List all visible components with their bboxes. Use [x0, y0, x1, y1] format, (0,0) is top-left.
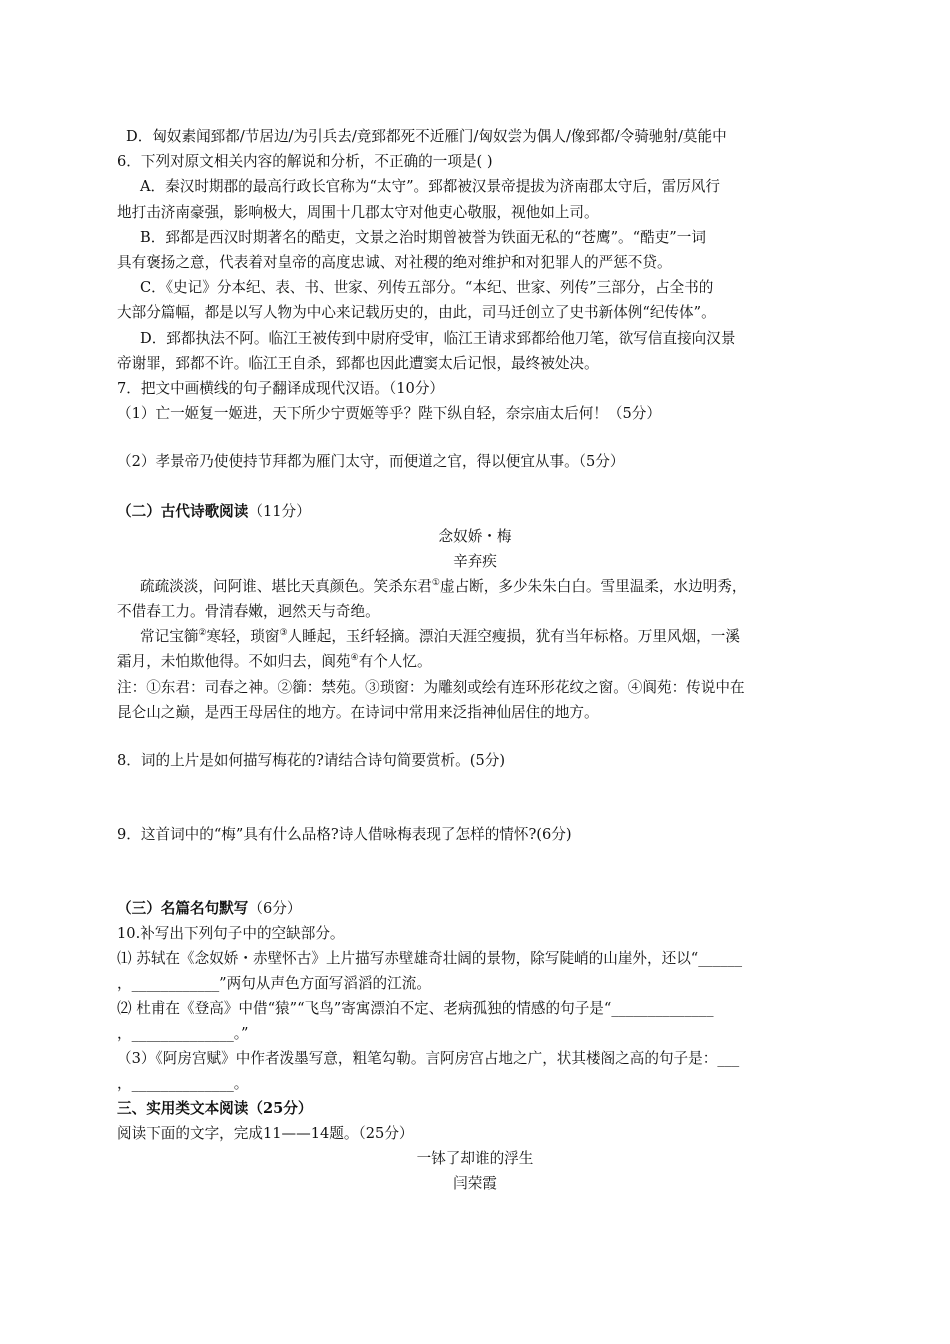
q6-option-b-line1: B．郅都是西汉时期著名的酷吏，文景之治时期曾被誉为铁面无私的“苍鹰”。“酷吏”一词	[140, 229, 706, 246]
q10-item2-line2: ，______________。”	[117, 1025, 249, 1042]
poem-note-line2: 昆仑山之巅，是西王母居住的地方。在诗词中常用来泛指神仙居住的地方。	[117, 704, 599, 721]
footnote-marker: ④	[350, 653, 359, 664]
poem-author: 辛弃疾	[453, 553, 497, 570]
poetry-heading-text: （二）古代诗歌阅读	[117, 503, 249, 520]
q6-option-d-line2: 帝谢罪，郅都不许。临江王自杀，郅都也因此遭窦太后记恨，最终被处决。	[117, 355, 599, 372]
dictation-score: （6分）	[248, 900, 302, 917]
q6-stem: 6．下列对原文相关内容的解说和分析，不正确的一项是( )	[117, 153, 493, 170]
q10-item3-line1: （3）《阿房宫赋》中作者泼墨写意，粗笔勾勒。言阿房宫占地之广，状其楼阁之高的句子是：___	[117, 1050, 740, 1067]
q9-question: 9．这首词中的“梅”具有什么品格?诗人借咏梅表现了怎样的情怀?(6分)	[117, 826, 572, 843]
footnote-marker: ②	[198, 628, 207, 639]
q7-sentence-1: （1）亡一姬复一姬进，天下所少宁贾姬等乎？陛下纵自轻，奈宗庙太后何！（5分）	[117, 405, 661, 422]
q10-stem: 10.补写出下列句子中的空缺部分。	[117, 925, 345, 942]
poem-stanza1-line1	[140, 577, 746, 597]
poem-text: 人睡起，玉纤轻摘。漂泊天涯空瘦损，犹有当年标格。万里风烟，一溪	[287, 628, 740, 645]
q8-question: 8．词的上片是如何描写梅花的?请结合诗句简要赏析。(5分)	[117, 752, 506, 769]
dictation-heading-text: （三）名篇名句默写	[117, 900, 249, 917]
article-title: 一钵了却谁的浮生	[416, 1150, 534, 1167]
poetry-score: （11分）	[248, 503, 311, 520]
q10-item1-line1: ⑴ 苏轼在《念奴娇・赤壁怀古》上片描写赤壁雄奇壮阔的景物，除写陡峭的山崖外，还以“______	[117, 950, 743, 967]
poem-text: 霜月，未怕欺他得。不如归去，阆苑	[117, 653, 351, 670]
q6-option-d-line1: D．郅都执法不阿。临江王被传到中尉府受审，临江王请求郅都给他刀笔，欲写信直接向汉景	[140, 330, 736, 347]
poem-text: 常记宝篽	[140, 628, 199, 645]
poem-text: 有个人忆。	[358, 653, 432, 670]
q6-option-a-line1: A．秦汉时期郡的最高行政长官称为“太守”。郅都被汉景帝提拔为济南郡太守后，雷厉风行	[140, 178, 721, 195]
q6-option-a-line2: 地打击济南豪强，影响极大，周围十几郡太守对他吏心敬服，视他如上司。	[117, 204, 599, 221]
article-author: 闫荣霞	[453, 1175, 497, 1192]
poem-title: 念奴娇・梅	[438, 528, 512, 545]
section3-instruction: 阅读下面的文字，完成11——14题。（25分）	[117, 1125, 414, 1142]
poem-stanza2-line1	[140, 627, 740, 647]
poem-stanza2-line2	[117, 652, 432, 672]
poem-note-line1: 注：①东君：司春之神。②篽：禁苑。③琐窗：为雕刻或绘有连环形花纹之窗。④阆苑：传说中在	[117, 679, 745, 696]
q10-item1-line2: ，____________”两句从声色方面写滔滔的江流。	[117, 975, 431, 992]
q10-item3-line2: ，______________。	[117, 1075, 249, 1092]
q6-option-b-line2: 具有褒扬之意，代表着对皇帝的高度忠诚、对社稷的绝对维护和对犯罪人的严惩不贷。	[117, 254, 672, 271]
footnote-marker: ①	[431, 578, 440, 589]
q6-option-c-line1: C．《史记》分本纪、表、书、世家、列传五部分。“本纪、世家、列传”三部分，占全书的	[140, 279, 714, 296]
q7-stem: 7．把文中画横线的句子翻译成现代汉语。（10分）	[117, 380, 445, 397]
q6-option-c-line2: 大部分篇幅，都是以写人物为中心来记载历史的，由此，司马迁创立了史书新体例“纪传体”。	[117, 304, 716, 321]
poem-text: 疏疏淡淡，问阿谁、堪比天真颜色。笑杀东君	[140, 578, 432, 595]
dictation-section-heading	[117, 899, 301, 919]
poem-text: 虚占断，多少朱朱白白。雪里温柔，水边明秀，	[439, 578, 747, 595]
poem-stanza1-line2: 不借春工力。骨清春嫩，迥然天与奇绝。	[117, 603, 380, 620]
section3-heading: 三、实用类文本阅读（25分）	[117, 1100, 313, 1117]
footnote-marker: ③	[279, 628, 288, 639]
q10-item2-line1: ⑵ 杜甫在《登高》中借“猿”“飞鸟”寄寓漂泊不定、老病孤独的情感的句子是“______________	[117, 1000, 714, 1017]
poem-text: 寒轻，琐窗	[206, 628, 280, 645]
q5-option-d: D．匈奴素闻郅都/节居边/为引兵去/竟郅都死不近雁门/匈奴尝为偶人/像郅都/令骑驰射/莫能中	[126, 128, 727, 145]
q7-sentence-2: （2）孝景帝乃使使持节拜都为雁门太守，而便道之官，得以便宜从事。（5分）	[117, 453, 625, 470]
poetry-section-heading	[117, 502, 311, 522]
